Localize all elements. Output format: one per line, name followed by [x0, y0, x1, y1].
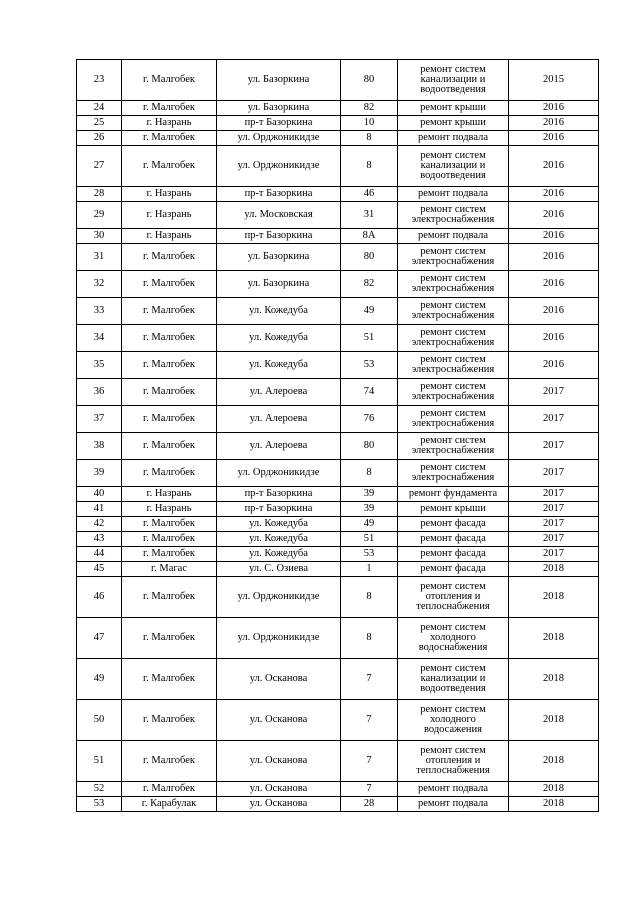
row-number: 34: [77, 325, 122, 352]
work-type-cell: [398, 502, 509, 517]
street-cell: ул. Кожедуба: [217, 352, 341, 379]
city-cell: г. Малгобек: [122, 244, 217, 271]
work-type-cell: [398, 782, 509, 797]
work-type-line: отопления и: [425, 754, 481, 766]
work-type-line: отопления и: [425, 590, 481, 602]
year-cell: 2016: [509, 146, 599, 187]
table-row: [77, 741, 599, 782]
street-cell: ул. Орджоникидзе: [217, 146, 341, 187]
city-cell: г. Малгобек: [122, 325, 217, 352]
row-number: 38: [77, 433, 122, 460]
work-type-cell: [398, 577, 509, 618]
street-cell: ул. Орджоникидзе: [217, 131, 341, 146]
year-cell: 2016: [509, 101, 599, 116]
row-number: 42: [77, 517, 122, 532]
street-cell: ул. Орджоникидзе: [217, 460, 341, 487]
work-type-line: электроснабжения: [411, 445, 495, 456]
city-cell: г. Малгобек: [122, 700, 217, 741]
work-type-line: электроснабжения: [411, 472, 495, 483]
year-cell: 2017: [509, 433, 599, 460]
work-type-cell: [398, 562, 509, 577]
street-cell: ул. Московская: [217, 202, 341, 229]
work-type-line: водоотведения: [420, 84, 486, 96]
work-type-line: ремонт систем: [420, 662, 486, 674]
work-type-line: холодного: [430, 631, 476, 643]
work-type-line: водоотведения: [420, 683, 486, 695]
year-cell: 2018: [509, 659, 599, 700]
work-type-cell: [398, 379, 509, 406]
table-row: [77, 577, 599, 618]
table-row: [77, 116, 599, 131]
house-number-cell: 8: [341, 460, 398, 487]
year-cell: 2017: [509, 502, 599, 517]
year-cell: 2018: [509, 618, 599, 659]
year-cell: 2016: [509, 352, 599, 379]
work-type-line: электроснабжения: [411, 391, 495, 402]
year-cell: 2017: [509, 460, 599, 487]
city-cell: г. Назрань: [122, 187, 217, 202]
year-cell: 2016: [509, 202, 599, 229]
work-type-cell: [398, 116, 509, 131]
table-row: [77, 547, 599, 562]
house-number-cell: 8: [341, 577, 398, 618]
street-cell: ул. Кожедуба: [217, 532, 341, 547]
street-cell: пр-т Базоркина: [217, 229, 341, 244]
street-cell: ул. Орджоникидзе: [217, 618, 341, 659]
table-row: [77, 406, 599, 433]
table-row: [77, 502, 599, 517]
house-number-cell: 39: [341, 502, 398, 517]
work-type-line: ремонт фасада: [420, 532, 486, 544]
year-cell: 2017: [509, 517, 599, 532]
city-cell: г. Назрань: [122, 202, 217, 229]
work-type-line: канализации и: [420, 159, 486, 171]
work-type-line: ремонт систем: [420, 380, 486, 392]
row-number: 50: [77, 700, 122, 741]
street-cell: пр-т Базоркина: [217, 187, 341, 202]
work-type-line: ремонт подвала: [417, 187, 489, 199]
year-cell: 2016: [509, 244, 599, 271]
work-type-cell: [398, 700, 509, 741]
city-cell: г. Назрань: [122, 502, 217, 517]
street-cell: ул. Алероева: [217, 379, 341, 406]
street-cell: ул. Кожедуба: [217, 547, 341, 562]
house-number-cell: 1: [341, 562, 398, 577]
row-number: 37: [77, 406, 122, 433]
work-type-cell: [398, 101, 509, 116]
city-cell: г. Малгобек: [122, 782, 217, 797]
work-type-line: теплоснабжения: [416, 765, 490, 777]
work-type-line: ремонт систем: [420, 326, 486, 338]
work-type-cell: [398, 187, 509, 202]
city-cell: г. Малгобек: [122, 618, 217, 659]
work-type-line: ремонт систем: [420, 203, 486, 215]
house-number-cell: 46: [341, 187, 398, 202]
work-type-cell: [398, 741, 509, 782]
year-cell: 2016: [509, 116, 599, 131]
row-number: 40: [77, 487, 122, 502]
city-cell: г. Малгобек: [122, 532, 217, 547]
year-cell: 2016: [509, 229, 599, 244]
work-type-line: ремонт крыши: [420, 101, 486, 113]
house-number-cell: 80: [341, 60, 398, 101]
table-row: [77, 229, 599, 244]
work-type-line: канализации и: [420, 73, 486, 85]
year-cell: 2017: [509, 406, 599, 433]
city-cell: г. Малгобек: [122, 379, 217, 406]
work-type-cell: [398, 659, 509, 700]
work-type-cell: [398, 298, 509, 325]
row-number: 32: [77, 271, 122, 298]
city-cell: г. Малгобек: [122, 131, 217, 146]
table-row: [77, 433, 599, 460]
row-number: 46: [77, 577, 122, 618]
work-type-line: ремонт систем: [420, 461, 486, 473]
work-type-line: ремонт подвала: [417, 229, 489, 241]
work-type-line: ремонт систем: [420, 621, 486, 633]
work-type-line: ремонт систем: [420, 407, 486, 419]
house-number-cell: 82: [341, 101, 398, 116]
year-cell: 2016: [509, 325, 599, 352]
work-type-line: ремонт подвала: [417, 797, 489, 809]
row-number: 27: [77, 146, 122, 187]
city-cell: г. Малгобек: [122, 659, 217, 700]
work-type-line: электроснабжения: [411, 283, 495, 294]
table-row: [77, 187, 599, 202]
row-number: 25: [77, 116, 122, 131]
row-number: 53: [77, 797, 122, 812]
work-type-cell: [398, 202, 509, 229]
house-number-cell: 7: [341, 700, 398, 741]
work-type-cell: [398, 433, 509, 460]
house-number-cell: 49: [341, 517, 398, 532]
work-type-cell: [398, 271, 509, 298]
city-cell: г. Малгобек: [122, 577, 217, 618]
work-type-cell: [398, 244, 509, 271]
street-cell: ул. Осканова: [217, 700, 341, 741]
city-cell: г. Малгобек: [122, 741, 217, 782]
street-cell: ул. С. Озиева: [217, 562, 341, 577]
table-row: [77, 782, 599, 797]
table-row: [77, 532, 599, 547]
house-number-cell: 82: [341, 271, 398, 298]
row-number: 28: [77, 187, 122, 202]
work-type-line: электроснабжения: [411, 337, 495, 348]
house-number-cell: 7: [341, 782, 398, 797]
row-number: 23: [77, 60, 122, 101]
work-type-cell: [398, 146, 509, 187]
city-cell: г. Малгобек: [122, 60, 217, 101]
work-type-cell: [398, 229, 509, 244]
street-cell: ул. Кожедуба: [217, 517, 341, 532]
street-cell: ул. Алероева: [217, 433, 341, 460]
house-number-cell: 8: [341, 146, 398, 187]
repair-table: [76, 59, 599, 812]
street-cell: ул. Базоркина: [217, 244, 341, 271]
work-type-line: ремонт систем: [420, 245, 486, 257]
table-row: [77, 101, 599, 116]
city-cell: г. Малгобек: [122, 146, 217, 187]
row-number: 43: [77, 532, 122, 547]
table-row: [77, 131, 599, 146]
year-cell: 2017: [509, 532, 599, 547]
work-type-line: электроснабжения: [411, 364, 495, 375]
table-row: [77, 271, 599, 298]
year-cell: 2017: [509, 487, 599, 502]
house-number-cell: 7: [341, 741, 398, 782]
house-number-cell: 39: [341, 487, 398, 502]
row-number: 36: [77, 379, 122, 406]
year-cell: 2015: [509, 60, 599, 101]
street-cell: ул. Алероева: [217, 406, 341, 433]
table-row: [77, 659, 599, 700]
row-number: 35: [77, 352, 122, 379]
work-type-line: электроснабжения: [411, 418, 495, 429]
work-type-line: канализации и: [420, 672, 486, 684]
work-type-line: холодного: [430, 713, 476, 725]
city-cell: г. Малгобек: [122, 517, 217, 532]
table-row: [77, 618, 599, 659]
street-cell: ул. Базоркина: [217, 60, 341, 101]
street-cell: ул. Осканова: [217, 782, 341, 797]
work-type-line: теплоснабжения: [416, 601, 490, 613]
table-row: [77, 202, 599, 229]
work-type-line: водоснабжения: [418, 642, 488, 654]
year-cell: 2018: [509, 782, 599, 797]
row-number: 49: [77, 659, 122, 700]
work-type-cell: [398, 352, 509, 379]
house-number-cell: 51: [341, 325, 398, 352]
row-number: 44: [77, 547, 122, 562]
street-cell: пр-т Базоркина: [217, 502, 341, 517]
house-number-cell: 51: [341, 532, 398, 547]
street-cell: ул. Базоркина: [217, 271, 341, 298]
table-row: [77, 700, 599, 741]
house-number-cell: 53: [341, 547, 398, 562]
work-type-line: ремонт систем: [420, 63, 486, 75]
work-type-line: ремонт фасада: [420, 517, 486, 529]
table-row: [77, 562, 599, 577]
row-number: 24: [77, 101, 122, 116]
city-cell: г. Малгобек: [122, 352, 217, 379]
work-type-cell: [398, 131, 509, 146]
house-number-cell: 28: [341, 797, 398, 812]
house-number-cell: 7: [341, 659, 398, 700]
street-cell: ул. Базоркина: [217, 101, 341, 116]
work-type-line: ремонт фундамента: [408, 487, 498, 499]
table-row: [77, 298, 599, 325]
work-type-line: ремонт подвала: [417, 782, 489, 794]
work-type-cell: [398, 60, 509, 101]
table-row: [77, 379, 599, 406]
house-number-cell: 53: [341, 352, 398, 379]
work-type-cell: [398, 547, 509, 562]
city-cell: г. Малгобек: [122, 547, 217, 562]
work-type-cell: [398, 325, 509, 352]
row-number: 39: [77, 460, 122, 487]
table-row: [77, 244, 599, 271]
work-type-line: электроснабжения: [411, 310, 495, 321]
city-cell: г. Малгобек: [122, 271, 217, 298]
street-cell: ул. Осканова: [217, 797, 341, 812]
work-type-cell: [398, 618, 509, 659]
repair-table-body: [77, 60, 599, 812]
city-cell: г. Карабулак: [122, 797, 217, 812]
work-type-line: ремонт крыши: [420, 116, 486, 128]
work-type-cell: [398, 406, 509, 433]
year-cell: 2018: [509, 741, 599, 782]
house-number-cell: 8А: [341, 229, 398, 244]
year-cell: 2017: [509, 547, 599, 562]
house-number-cell: 80: [341, 244, 398, 271]
street-cell: ул. Орджоникидзе: [217, 577, 341, 618]
street-cell: ул. Осканова: [217, 741, 341, 782]
year-cell: 2016: [509, 298, 599, 325]
house-number-cell: 10: [341, 116, 398, 131]
work-type-line: электроснабжения: [411, 214, 495, 225]
row-number: 30: [77, 229, 122, 244]
row-number: 51: [77, 741, 122, 782]
work-type-cell: [398, 460, 509, 487]
work-type-line: ремонт систем: [420, 272, 486, 284]
city-cell: г. Назрань: [122, 487, 217, 502]
work-type-cell: [398, 487, 509, 502]
work-type-line: водоотведения: [420, 170, 486, 182]
work-type-line: ремонт систем: [420, 149, 486, 161]
house-number-cell: 74: [341, 379, 398, 406]
street-cell: пр-т Базоркина: [217, 487, 341, 502]
table-row: [77, 352, 599, 379]
work-type-line: ремонт систем: [420, 703, 486, 715]
row-number: 47: [77, 618, 122, 659]
year-cell: 2018: [509, 577, 599, 618]
house-number-cell: 49: [341, 298, 398, 325]
city-cell: г. Назрань: [122, 229, 217, 244]
year-cell: 2018: [509, 700, 599, 741]
city-cell: г. Назрань: [122, 116, 217, 131]
row-number: 45: [77, 562, 122, 577]
table-row: [77, 325, 599, 352]
city-cell: г. Малгобек: [122, 406, 217, 433]
city-cell: г. Малгобек: [122, 298, 217, 325]
table-row: [77, 517, 599, 532]
year-cell: 2016: [509, 131, 599, 146]
work-type-line: ремонт крыши: [420, 502, 486, 514]
row-number: 41: [77, 502, 122, 517]
city-cell: г. Малгобек: [122, 460, 217, 487]
row-number: 33: [77, 298, 122, 325]
year-cell: 2017: [509, 379, 599, 406]
city-cell: г. Малгобек: [122, 433, 217, 460]
work-type-cell: [398, 532, 509, 547]
work-type-line: ремонт фасада: [420, 562, 486, 574]
work-type-line: ремонт систем: [420, 580, 486, 592]
table-row: [77, 146, 599, 187]
work-type-line: ремонт фасада: [420, 547, 486, 559]
table-row: [77, 460, 599, 487]
work-type-line: электроснабжения: [411, 256, 495, 267]
street-cell: ул. Кожедуба: [217, 298, 341, 325]
work-type-line: ремонт подвала: [417, 131, 489, 143]
year-cell: 2016: [509, 187, 599, 202]
work-type-line: водосажения: [424, 724, 482, 736]
table-row: [77, 487, 599, 502]
house-number-cell: 8: [341, 131, 398, 146]
city-cell: г. Магас: [122, 562, 217, 577]
house-number-cell: 80: [341, 433, 398, 460]
row-number: 26: [77, 131, 122, 146]
work-type-cell: [398, 517, 509, 532]
house-number-cell: 31: [341, 202, 398, 229]
street-cell: ул. Кожедуба: [217, 325, 341, 352]
work-type-line: ремонт систем: [420, 353, 486, 365]
year-cell: 2018: [509, 562, 599, 577]
row-number: 29: [77, 202, 122, 229]
work-type-line: ремонт систем: [420, 434, 486, 446]
street-cell: ул. Осканова: [217, 659, 341, 700]
table-row: [77, 60, 599, 101]
work-type-line: ремонт систем: [420, 299, 486, 311]
row-number: 31: [77, 244, 122, 271]
row-number: 52: [77, 782, 122, 797]
work-type-cell: [398, 797, 509, 812]
work-type-line: ремонт систем: [420, 744, 486, 756]
street-cell: пр-т Базоркина: [217, 116, 341, 131]
table-row: [77, 797, 599, 812]
house-number-cell: 76: [341, 406, 398, 433]
city-cell: г. Малгобек: [122, 101, 217, 116]
house-number-cell: 8: [341, 618, 398, 659]
year-cell: 2016: [509, 271, 599, 298]
year-cell: 2018: [509, 797, 599, 812]
